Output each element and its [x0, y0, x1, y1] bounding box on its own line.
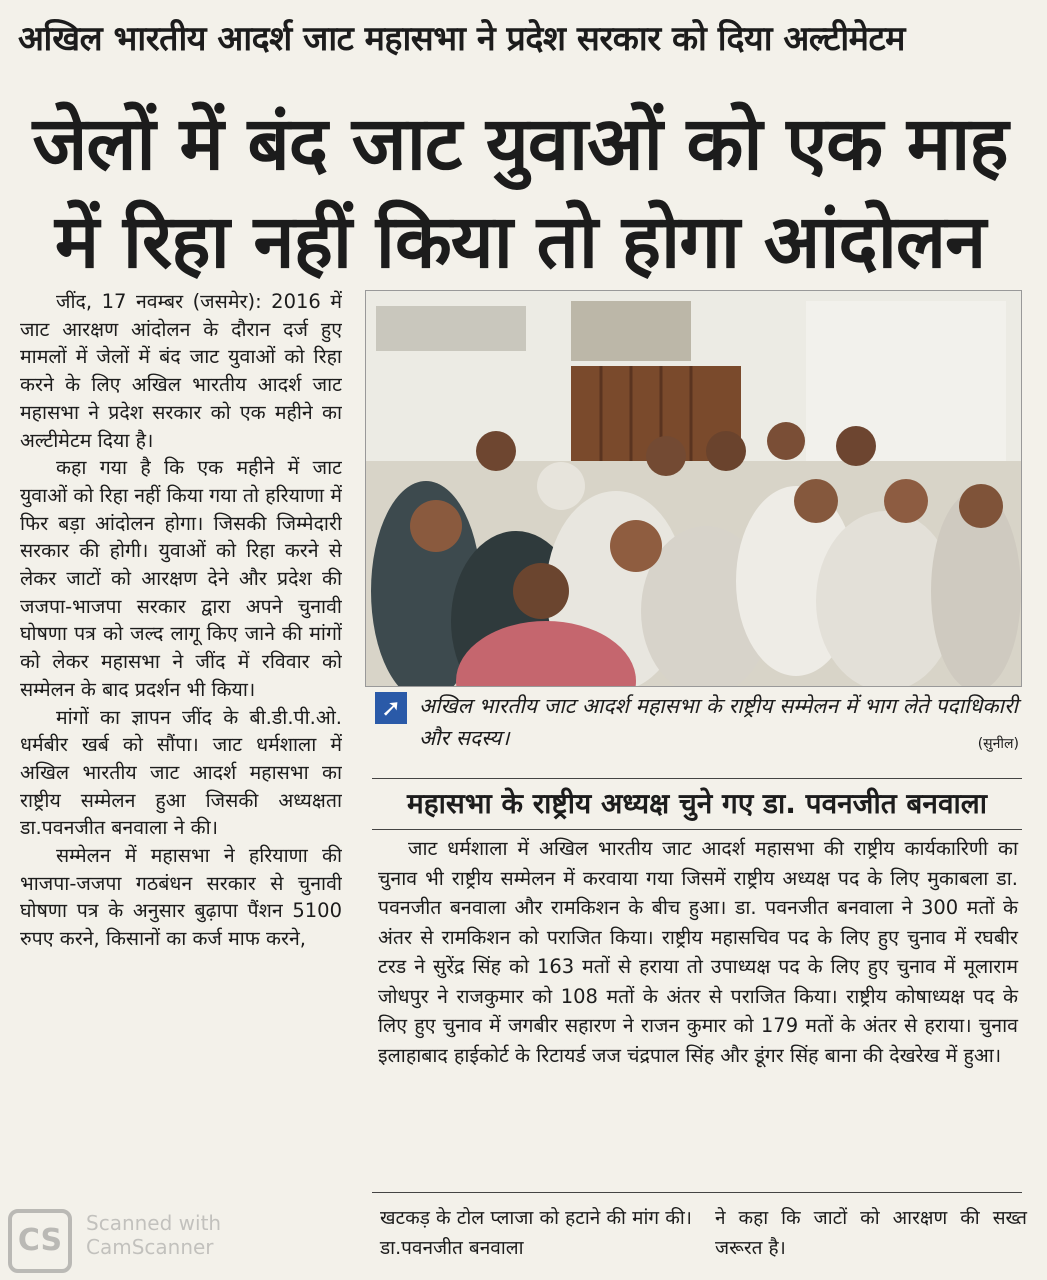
paragraph: कहा गया है कि एक महीने में जाट युवाओं को रिहा नहीं किया गया तो हरियाणा में फिर बड़ा आंदोलन होगा। जिसकी जिम्मेदारी सरकार की होगी। युवाओं को रिहा करने से लेकर जाटों को आरक्षण देने और प्रदेश की जजपा-भाजपा सरकार द्वारा अपने चुनावी घोषणा पत्र को जल्द लागू किए जाने की मांगों को लेकर महासभा ने जींद में रविवार को सम्मेलन के बाद प्रदर्शन भी किया।: [20, 456, 342, 701]
photo-caption: [375, 690, 1025, 760]
article-headline: जेलों में बंद जाट युवाओं को एक माह में रिहा नहीं किया तो होगा आंदोलन: [32, 101, 1008, 285]
watermark-line: CamScanner: [86, 1235, 214, 1259]
watermark-line: Scanned with: [86, 1211, 222, 1235]
article-subheading: महासभा के राष्ट्रीय अध्यक्ष चुने गए डा. पवनजीत बनवाला: [372, 778, 1022, 830]
paragraph: सम्मेलन में महासभा ने हरियाणा की भाजपा-जजपा गठबंधन सरकार से चुनावी घोषणा पत्र के अनुसार बुढ़ापा पैंशन 5100 रुपए करने, किसानों का कर्ज माफ करने,: [20, 844, 342, 951]
paragraph: जींद, 17 नवम्बर (जसमेर): 2016 में जाट आरक्षण आंदोलन के दौरान दर्ज हुए मामलों में जेलों में बंद जाट युवाओं को रिहा करने के लिए अखिल भारतीय आदर्श जाट महासभा ने प्रदेश सरकार को एक महीने का अल्टीमेटम दिया है।: [20, 290, 342, 452]
photo-credit: (सुनील): [977, 736, 1019, 752]
camscanner-logo-icon: CS: [8, 1209, 72, 1273]
bottom-right-column: ने कहा कि जाटों को आरक्षण की सख्त जरूरत है।: [715, 1207, 1027, 1259]
article-kicker: अखिल भारतीय आदर्श जाट महासभा ने प्रदेश सरकार को दिया अल्टीमेटम: [18, 19, 905, 59]
bottom-left-column: खटकड़ के टोल प्लाजा को हटाने की मांग की। डा.पवनजीत बनवाला: [380, 1207, 692, 1259]
conference-photo: [365, 290, 1022, 687]
paragraph: जाट धर्मशाला में अखिल भारतीय जाट आदर्श महासभा की राष्ट्रीय कार्यकारिणी का चुनाव भी राष्ट्रीय सम्मेलन में करवाया गया जिसमें राष्ट्रीय अध्यक्ष पद के लिए मुकाबला डा. पवनजीत बनवाला और रामकिशन के बीच हुआ। डा. पवनजीत बनवाला ने 300 मतों के अंतर से रामकिशन को पराजित किया। राष्ट्रीय महासचिव पद के लिए हुए चुनाव में रघबीर टरड ने सुरेंद्र सिंह को 163 मतों से हराया तो उपाध्यक्ष पद के लिए हुए चुनाव में मूलाराम जोधपुर ने राजकुमार को 108 मतों के अंतर से पराजित किया। राष्ट्रीय कोषाध्यक्ष पद के लिए हुए चुनाव में जगबीर सहारण ने राजन कुमार को 179 मतों के अंतर से हराया। चुनाव इलाहाबाद हाईकोर्ट के रिटायर्ड जज चंद्रपाल सिंह और डूंगर सिंह बाना की देखरेख में हुआ।: [378, 837, 1018, 1067]
arrow-icon: ➚: [375, 692, 407, 724]
section-divider: [372, 1192, 1022, 1193]
left-column: [20, 288, 342, 1280]
right-column: [378, 834, 1018, 1070]
caption-text: अखिल भारतीय जाट आदर्श महासभा के राष्ट्रीय सम्मेलन में भाग लेते पदाधिकारी और सदस्य।: [419, 694, 1018, 750]
paragraph: मांगों का ज्ञापन जींद के बी.डी.पी.ओ. धर्मबीर खर्ब को सौंपा। जाट धर्मशाला में अखिल भारतीय जाट आदर्श महासभा का राष्ट्रीय सम्मेलन हुआ जिसकी अध्यक्षता डा.पवनजीत बनवाला ने की।: [20, 705, 342, 840]
